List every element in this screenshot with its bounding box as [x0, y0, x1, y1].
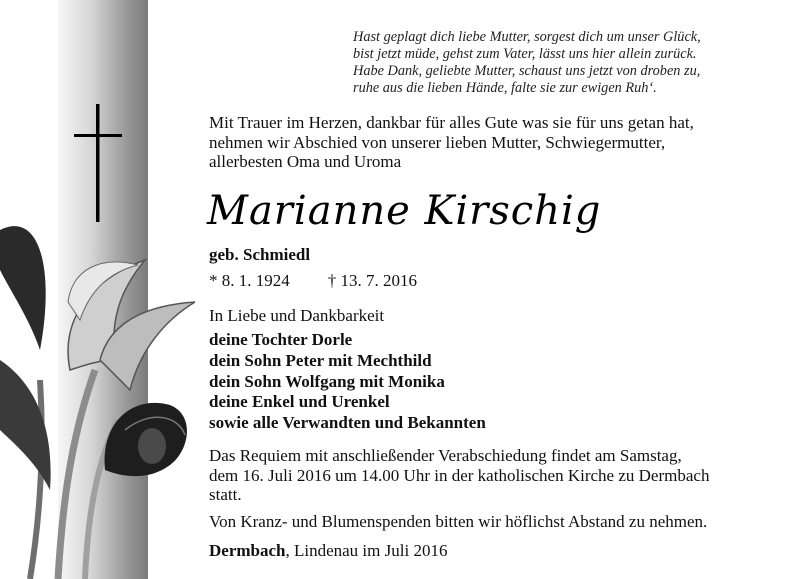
maiden-name: geb. Schmiedl [209, 245, 311, 264]
deceased-name: Marianne Kirschig [207, 188, 602, 234]
poem-line: bist jetzt müde, gehst zum Vater, lässt uns hier allein zurück. [353, 46, 697, 62]
poem [353, 29, 793, 97]
place-rest: , Lindenau im Juli 2016 [285, 541, 448, 560]
requiem-line: dem 16. Juli 2016 um 14.00 Uhr in der katholischen Kirche zu Dermbach [209, 465, 710, 485]
poem-line: Hast geplagt dich liebe Mutter, sorgest dich um unser Glück, [353, 29, 701, 45]
birth-date: * 8. 1. 1924 [209, 271, 290, 290]
calla-lily-icon [0, 210, 200, 579]
mourning-intro: In Liebe und Dankbarkeit [209, 306, 385, 325]
mourner-item: dein Sohn Wolfgang mit Monika [209, 371, 445, 391]
requiem-notice [209, 446, 794, 505]
mourner-item: dein Sohn Peter mit Mechthild [209, 350, 432, 370]
flowers-note: Von Kranz- und Blumenspenden bitten wir höflichst Abstand zu nehmen. [209, 512, 708, 531]
place-town: Dermbach [209, 541, 286, 560]
mourner-item: deine Enkel und Urenkel [209, 392, 390, 412]
mourners-list [209, 330, 486, 434]
poem-line: Habe Dank, geliebte Mutter, schaust uns jetzt von droben zu, [353, 63, 701, 79]
intro-line: nehmen wir Abschied von unserer lieben Mutter, Schwiegermutter, [209, 132, 666, 152]
mourner-item: sowie alle Verwandten und Bekannten [209, 413, 486, 433]
poem-line: ruhe aus die lieben Hände, falte sie zur ewigen Ruh‘. [353, 80, 657, 96]
mourner-item: deine Tochter Dorle [209, 330, 353, 349]
intro-text [209, 113, 789, 172]
life-dates [209, 271, 417, 291]
intro-line: allerbesten Oma und Uroma [209, 152, 402, 171]
intro-line: Mit Trauer im Herzen, dankbar für alles Gute was sie für uns getan hat, [209, 113, 694, 132]
cross-icon [74, 104, 122, 222]
place-and-date [209, 541, 447, 561]
requiem-line: statt. [209, 485, 242, 504]
death-date: † 13. 7. 2016 [327, 271, 417, 290]
requiem-line: Das Requiem mit anschließender Verabschiedung findet am Samstag, [209, 446, 682, 465]
